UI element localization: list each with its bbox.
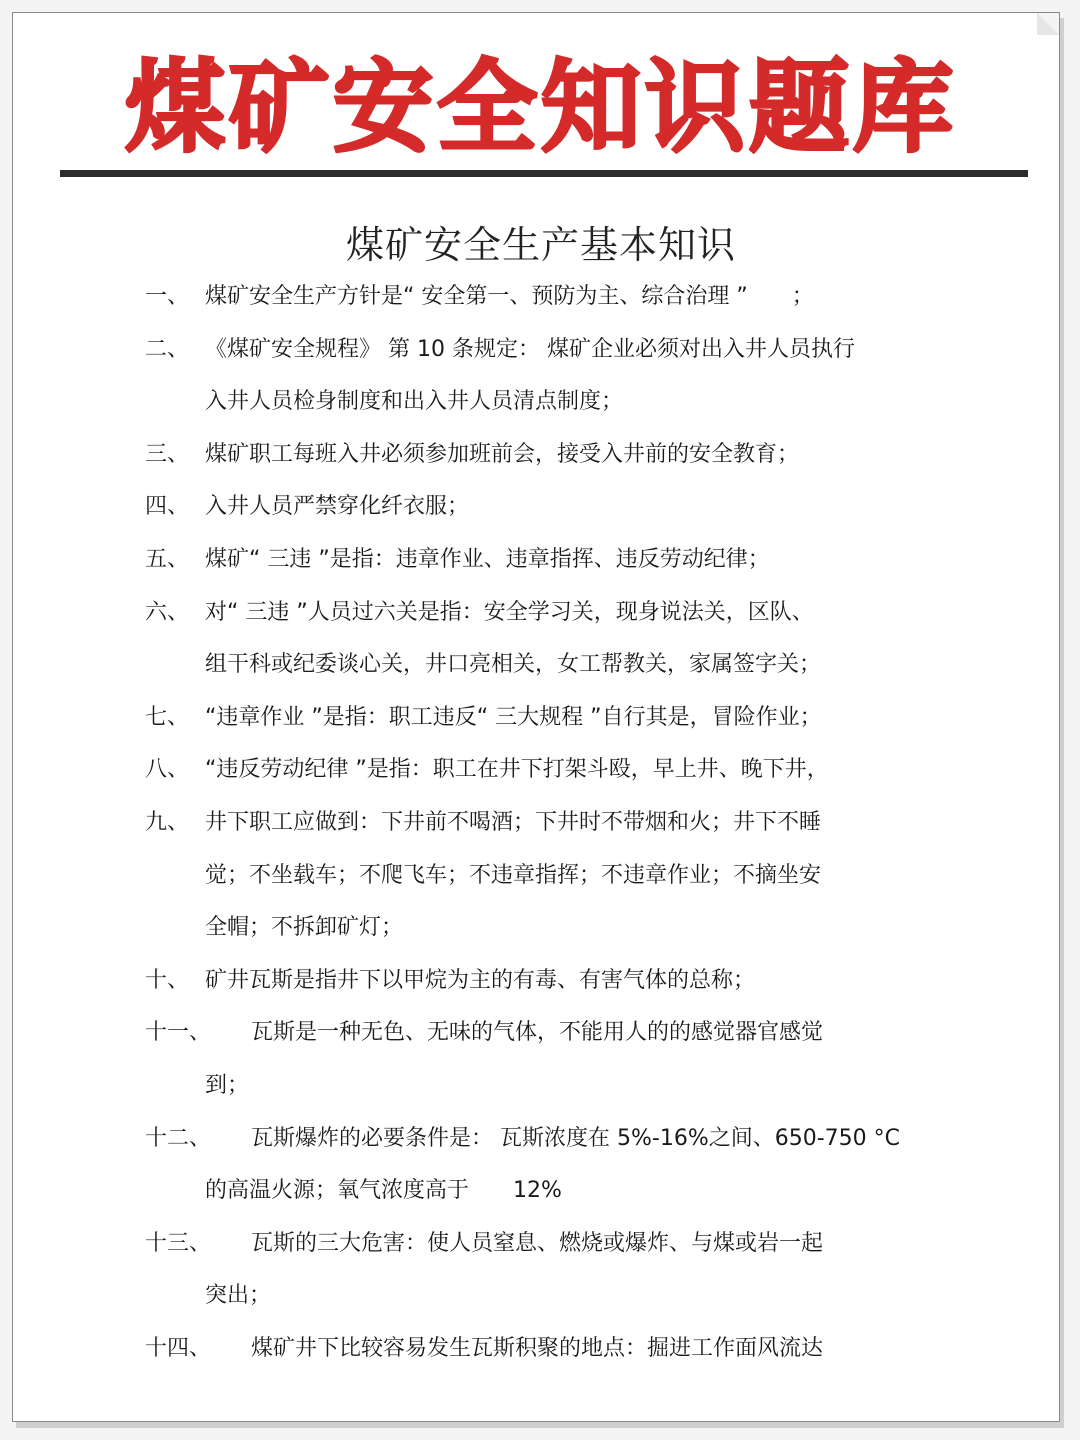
banner-divider — [60, 170, 1028, 177]
item-text — [205, 534, 935, 587]
item-number: 七、 — [145, 704, 190, 730]
item-text — [205, 271, 935, 324]
item-text-line: 的高温火源；氧气浓度高于 12% — [205, 1178, 562, 1204]
item-text — [205, 1113, 935, 1218]
item-text-line: 煤矿“ 三违 ”是指：违章作业、违章指挥、违反劳动纪律； — [205, 547, 770, 572]
item-number: 十一、 — [145, 1020, 212, 1046]
item-text-line: 对“ 三违 ”人员过六关是指：安全学习关，现身说法关，区队、 — [205, 599, 814, 625]
item-number: 十二、 — [145, 1125, 212, 1151]
item-number: 五、 — [145, 547, 190, 572]
item-text-line: 瓦斯爆炸的必要条件是： 瓦斯浓度在 5%-16%之间、650-750 °C — [251, 1125, 901, 1151]
item-text-line: 觉；不坐载车；不爬飞车；不违章指挥；不违章作业；不摘坐安 — [205, 862, 822, 888]
item-text — [205, 1007, 935, 1112]
item-number: 一、 — [145, 284, 190, 309]
item-text-line: 煤矿职工每班入井必须参加班前会，接受入井前的安全教育； — [205, 441, 800, 467]
item-number: 三、 — [145, 441, 190, 467]
item-text — [205, 1323, 935, 1376]
document-page — [12, 12, 1060, 1422]
banner-title: 煤矿安全知识题库 — [125, 49, 957, 166]
document-title: 煤矿安全生产基本知识 — [345, 223, 736, 267]
item-text — [205, 324, 935, 429]
item-text — [205, 797, 935, 955]
item-text-line: 入井人员检身制度和出入井人员清点制度； — [205, 389, 624, 415]
item-text-line: 瓦斯的三大危害：使人员窒息、燃烧或爆炸、与煤或岩一起 — [251, 1230, 824, 1256]
item-text-line: 煤矿井下比较容易发生瓦斯积聚的地点：掘进工作面风流达 — [251, 1336, 824, 1361]
item-text-line: 入井人员严禁穿化纤衣服； — [205, 494, 470, 520]
item-text — [205, 692, 935, 745]
item-text — [205, 481, 935, 534]
item-number: 四、 — [145, 494, 190, 520]
item-text-line: 井下职工应做到：下井前不喝酒；下井时不带烟和火；井下不睡 — [205, 810, 822, 835]
item-text — [205, 744, 935, 797]
item-text-line: 组干科或纪委谈心关，井口亮相关，女工帮教关，家属签字关； — [205, 652, 822, 678]
item-text-line: 瓦斯是一种无色、无味的气体，不能用人的的感觉器官感觉 — [251, 1020, 824, 1046]
item-text-line: 煤矿安全生产方针是“ 安全第一、预防为主、综合治理 ” ； — [205, 284, 814, 309]
item-text-line: 《煤矿安全规程》 第 10 条规定： 煤矿企业必须对出入井人员执行 — [205, 336, 855, 362]
item-text-line: “违章作业 ”是指：职工违反“ 三大规程 ”自行其是，冒险作业； — [205, 704, 822, 730]
item-text-line: 矿井瓦斯是指井下以甲烷为主的有毒、有害气体的总称； — [205, 967, 756, 993]
item-number: 十四、 — [145, 1336, 212, 1361]
item-text — [205, 587, 935, 692]
item-text — [205, 955, 935, 1008]
page-corner-fold — [1037, 13, 1059, 35]
item-number: 十三、 — [145, 1230, 212, 1256]
item-number: 八、 — [145, 757, 190, 783]
item-number: 九、 — [145, 810, 190, 835]
item-number: 六、 — [145, 599, 190, 625]
item-text-line: “违反劳动纪律 ”是指：职工在井下打架斗殴，早上井、晚下井， — [205, 757, 829, 783]
item-text — [205, 1218, 935, 1323]
item-number: 十、 — [145, 967, 190, 993]
item-text-line: 到； — [205, 1072, 250, 1098]
item-text — [205, 429, 935, 482]
item-number: 二、 — [145, 336, 190, 362]
item-text-line: 突出； — [205, 1283, 272, 1309]
item-text-line: 全帽；不拆卸矿灯； — [205, 915, 404, 941]
